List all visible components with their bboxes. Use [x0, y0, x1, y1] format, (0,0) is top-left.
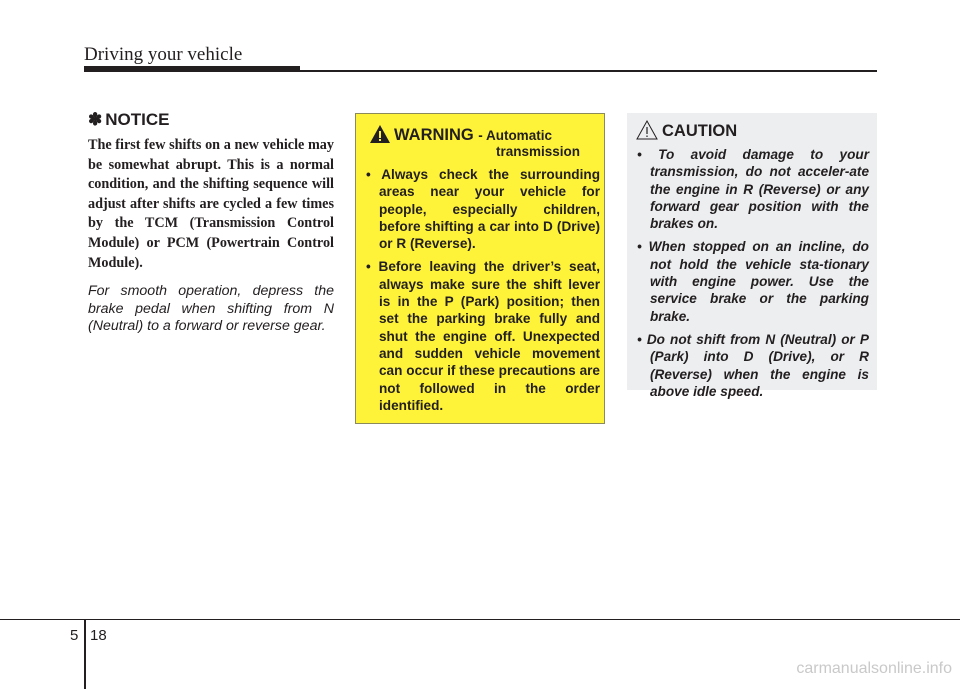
list-item: • To avoid damage to your transmission, do not acceler-ate the engine in R (Reverse) or any forward gear position with the brakes on. — [637, 147, 869, 232]
header-rule-thin — [300, 70, 877, 72]
list-item: • Do not shift from N (Neutral) or P (Park) into D (Drive), or R (Reverse) when the engine is above idle speed. — [637, 331, 869, 399]
watermark: carmanualsonline.info — [796, 660, 952, 677]
caution-title: CAUTION — [662, 122, 738, 140]
list-item: • Always check the surrounding areas near your vehicle for people, especially children, before shifting a car into D (Drive) or R (Reverse). — [366, 167, 600, 252]
warning-box — [355, 113, 605, 424]
footer-page-number: 18 — [90, 627, 107, 644]
warning-subtitle-line2: transmission — [496, 144, 581, 159]
caution-box — [627, 113, 877, 399]
header-title: Driving your vehicle — [84, 44, 243, 65]
caution-list — [637, 146, 869, 406]
notice-section — [88, 110, 334, 336]
warning-triangle-icon — [369, 124, 391, 144]
footer-rule — [0, 619, 960, 620]
notice-italic-note: For smooth operation, depress the brake pedal when shifting from N (Neutral) to a forward or reverse gear. — [88, 283, 334, 335]
footer-chapter-number: 5 — [70, 627, 79, 644]
warning-list — [366, 166, 600, 420]
notice-heading — [88, 110, 334, 130]
list-item: • When stopped on an incline, do not hold the vehicle sta-tionary with engine power. Use the service brake or the parking brake. — [637, 239, 869, 324]
notice-body: The first few shifts on a new vehicle may be somewhat abrupt. This is a normal condition, and the shifting sequence will adjust after shifts are cycled a few times by the TCM (Transmission Control Module) or PCM (Powertrain Control Module). — [88, 137, 334, 271]
warning-word: WARNING — [394, 126, 474, 144]
header-rule-thick — [84, 66, 300, 72]
warning-heading — [394, 126, 599, 159]
notice-star-icon: ✽ — [88, 110, 103, 129]
list-item: • Before leaving the driver’s seat, always make sure the shift lever is in the P (Park) position; then set the parking brake fully and shut the engine off. Unexpected and sudden vehicle movement can occur if these precautions are not followed in the order identified. — [366, 259, 600, 413]
notice-title: NOTICE — [105, 110, 170, 129]
footer-divider — [84, 620, 86, 689]
caution-triangle-icon — [635, 119, 659, 141]
warning-subtitle: - Automatic — [478, 128, 552, 143]
